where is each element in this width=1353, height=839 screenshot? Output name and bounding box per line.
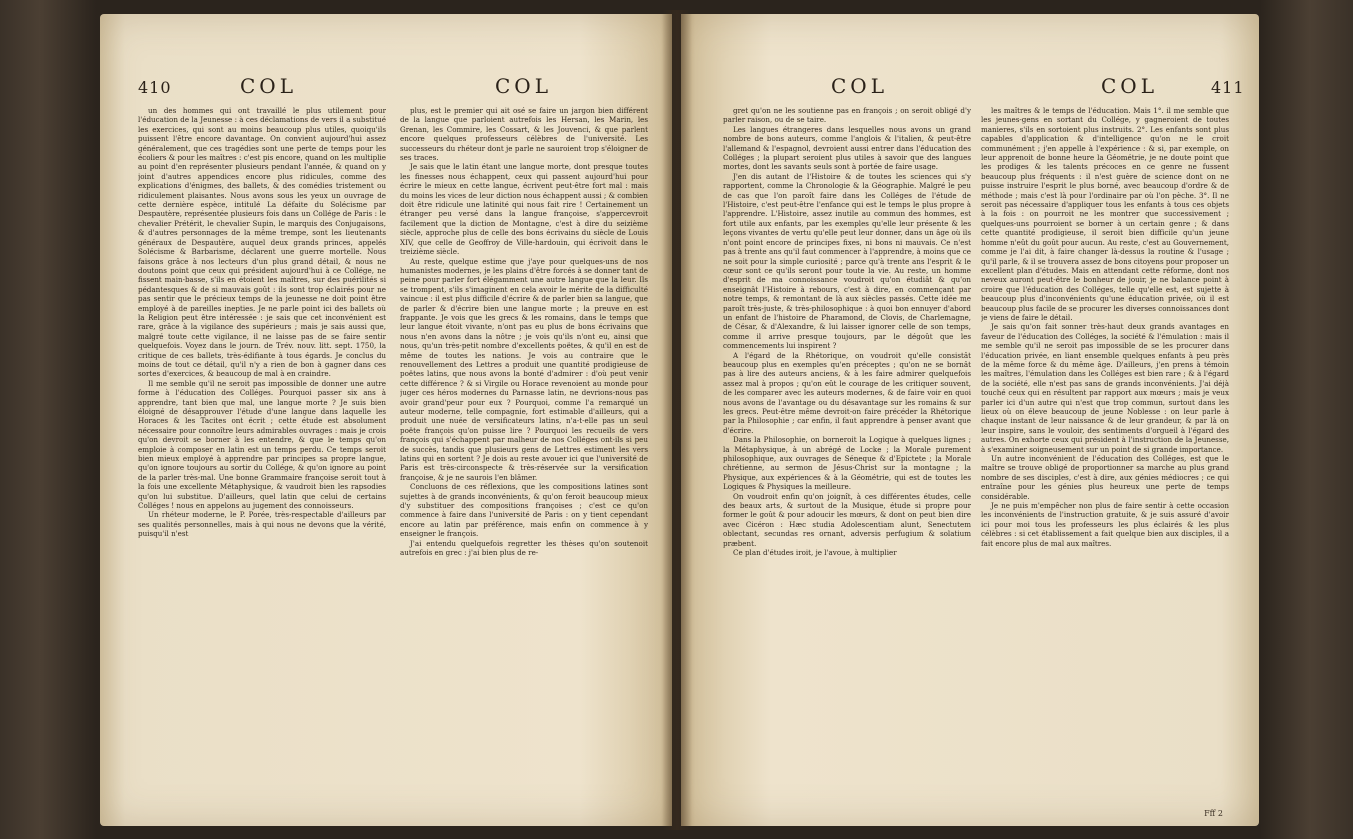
page-number: 410 [138, 78, 172, 97]
right-page [681, 14, 1259, 826]
signature-mark: Fff 2 [1204, 809, 1223, 818]
text-column [400, 106, 648, 826]
paragraph: les maîtres & le temps de l'éducation. Mais 1°. il me semble que les jeunes-gens en sortant du Collége, y gagneroient de toutes manieres, s'ils en sortoient plus instruits. 2°. Les enfants sont plus capables d'application & d'intelligence qu'on ne le croit communément ; j'en appelle à l'expérience : & si, par exemple, on leur apprenoit de bonne heure la Géométrie, je ne doute point que les prodiges & les talents précoces en ce genre ne fussent beaucoup plus fréquents : il n'est guère de science dont on ne puisse instruire l'esprit le plus borné, avec beaucoup d'ordre & de méthode ; mais c'est là pour l'ordinaire par où l'on pèche. 3°. Il ne seroit pas nécessaire d'appliquer tous les enfants à tous ces objets à la fois : on pourroit ne les montrer que successivement ; quelques-uns pourroient se borner à un certain genre ; & dans cette quantité prodigieuse, il seroit bien difficile qu'un jeune homme n'eût du goût pour aucun. Au reste, c'est au Gouvernement, comme je l'ai dit, à faire changer là-dessus la routine & l'usage ; qu'il parle, & il se trouvera assez de bons citoyens pour proposer un excellent plan d'études. Mais en attendant cette réforme, dont nos neveux auront peut-être le bonheur de jouir, je ne balance point à croire que l'éducation des Colléges, telle qu'elle est, est sujette à beaucoup plus d'inconvénients qu'une éducation privée, où il est beaucoup plus facile de se procurer les diverses connoissances dont je viens de faire le détail. [981, 106, 1229, 322]
paragraph: Les langues étrangeres dans lesquelles nous avons un grand nombre de bons auteurs, comme l'anglois & l'italien, & peut-être l'allemand & l'espagnol, devroient aussi entrer dans l'éducation des Colléges ; la plupart seroient plus utiles à savoir que des langues mortes, dont les savants seuls sont à portée de faire usage. [723, 124, 971, 172]
paragraph: J'ai entendu quelquefois regretter les thèses qu'on soutenoit autrefois en grec : j'ai bien plus de re- [400, 538, 648, 558]
paragraph: A l'égard de la Rhétorique, on voudroit qu'elle consistât beaucoup plus en exemples qu'en préceptes ; qu'on ne se bornât pas à lire des auteurs anciens, & à les faire admirer quelquefois assez mal à propos ; qu'on eût le courage de les critiquer souvent, de les comparer avec les auteurs modernes, & de faire voir en quoi nous avons de l'avantage ou du désavantage sur les romains & sur les grecs. Peut-être même devroit-on faire précéder la Rhétorique par la Philosophie ; car enfin, il faut apprendre à penser avant que d'écrire. [723, 350, 971, 435]
paragraph: J'en dis autant de l'Histoire & de toutes les sciences qui s'y rapportent, comme la Chronologie & la Géographie. Malgré le peu de cas que l'on paroît faire dans les Colléges de l'étude de l'Histoire, c'est peut-être l'enfance qui est le temps le plus propre à l'apprendre. L'Histoire, assez inutile au commun des hommes, est fort utile aux enfants, par les exemples qu'elle leur présente & les leçons vivantes de vertu qu'elle peut leur donner, dans un âge où ils n'ont point encore de principes fixes, ni bons ni mauvais. Ce n'est pas à trente ans qu'il faut commencer à l'apprendre, à moins que ce ne soit pour la simple curiosité ; parce qu'à trente ans l'esprit & le cœur sont ce qu'ils seront pour toute la vie. Au reste, un homme d'esprit de ma connoissance voudroit qu'on étudiât & qu'on enseignât l'Histoire à rebours, c'est à dire, en commençant par notre temps, & remontant de là aux siècles passés. Cette idée me paroît très-juste, & très-philosophique : à quoi bon ennuyer d'abord un enfant de l'histoire de Pharamond, de Clovis, de Charlemagne, de César, & d'Alexandre, & lui laisser ignorer celle de son temps, comme il arrive presque toujours, par le dégoût que les commencements lui inspirent ? [723, 171, 971, 351]
text-column [138, 106, 386, 826]
paragraph: On voudroit enfin qu'on joignît, à ces différentes études, celle des beaux arts, & surtout de la Musique, étude si propre pour former le goût & pour adoucir les mœurs, & dont on peut bien dire avec Cicéron : Hæc studia Adolescentiam alunt, Senectutem oblectant, secundas res ornant, adversis perfugium & solatium præbent. [723, 491, 971, 548]
running-head: COL [240, 74, 297, 98]
paragraph: Je ne puis m'empêcher non plus de faire sentir à cette occasion les inconvénients de l'instruction gratuite, & je suis assuré d'avoir ici pour moi tous les professeurs les plus éclairés & les plus célèbres : si cet établissement a fait quelque bien aux disciples, il a fait encore plus de mal aux maîtres. [981, 501, 1229, 548]
paragraph: Au reste, quelque estime que j'aye pour quelques-uns de nos humanistes modernes, je les plains d'être forcés à se donner tant de peine pour parler fort élégamment une autre langue que la leur. Ils se trompent, s'ils s'imaginent en cela avoir le mérite de la difficulté vaincue : il est plus difficile d'écrire & de parler bien sa langue, que de parler & d'écrire bien une langue morte ; la preuve en est frappante. Je vois que les grecs & les romains, dans le temps que leur langue étoit vivante, n'ont pas eu plus de bons écrivains que nous n'en avons dans la nôtre ; je vois qu'ils n'ont eu, ainsi que nous, qu'un très-petit nombre d'excellents poëtes, & qu'il en est de même de toutes les nations. Je vois au contraire que le renouvellement des Lettres a produit une quantité prodigieuse de poëtes latins, que nous avons la bonté d'admirer : d'où peut venir cette différence ? & si Virgile ou Horace revenoient au monde pour juger ces héros modernes du Parnasse latin, ne devrions-nous pas avoir grand'peur pour eux ? Pourquoi, comme l'a remarqué un auteur moderne, telle compagnie, fort estimable d'ailleurs, qui a produit une nuée de versificateurs latins, n'a-t-elle pas un seul poëte françois qu'on puisse lire ? Pourquoi les recueils de vers françois qui s'échappent par malheur de nos Colléges ont-ils si peu de succès, tandis que plusieurs gens de Lettres estiment les vers latins qui en sortent ? Je dois au reste avouer ici que l'université de Paris est très-circonspecte & très-réservée sur la versification françoise, & je ne saurois l'en blâmer. [400, 256, 648, 482]
paragraph: Concluons de ces réflexions, que les compositions latines sont sujettes à de grands inconvénients, & qu'on feroit beaucoup mieux d'y substituer des compositions françoises ; c'est ce qu'on commence à faire dans l'université de Paris : on y tient cependant encore au latin par préférence, mais enfin on commence à y enseigner le françois. [400, 482, 648, 539]
running-head: COL [495, 74, 552, 98]
text-column [723, 106, 971, 826]
text-column [981, 106, 1229, 826]
running-head: COL [831, 74, 888, 98]
paragraph: Un rhéteur moderne, le P. Porée, très-respectable d'ailleurs par ses qualités personnelles, mais à qui nous ne devons que la vérité, puisqu'il n'est [138, 510, 386, 539]
book-gutter [662, 10, 692, 830]
left-page [100, 14, 672, 826]
left-page-header [100, 74, 672, 100]
paragraph: Il me semble qu'il ne seroit pas impossible de donner une autre forme à l'éducation des Colléges. Pourquoi passer six ans à apprendre, tant bien que mal, une langue morte ? Je suis bien éloigné de désapprouver l'étude d'une langue dans laquelle les Horaces & les Tacites ont écrit ; cette étude est absolument nécessaire pour connoître leurs admirables ouvrages : mais je crois qu'on devroit se borner à les entendre, & que le temps qu'on emploie à composer en latin est un temps perdu. Ce temps seroit bien mieux employé à apprendre par principes sa propre langue, qu'on ignore toujours au sortir du Collége, & qu'on ignore au point de la parler très-mal. Une bonne Grammaire françoise seroit tout à la fois une excellente Métaphysique, & vaudroit bien les rapsodies qu'on lui substitue. D'ailleurs, quel latin que celui de certains Colléges ! nous en appelons au jugement des connoisseurs. [138, 378, 386, 511]
paragraph: Ce plan d'études iroit, je l'avoue, à multiplier [733, 548, 897, 558]
running-head: COL [1101, 74, 1158, 98]
paragraph: un des hommes qui ont travaillé le plus utilement pour l'éducation de la Jeunesse : à ces déclamations de vers il a substitué les exercices, qui sont au moins beaucoup plus utiles, quoiqu'ils puissent l'être encore davantage. On convient aujourd'hui assez généralement, que ces tragédies sont une perte de temps pour les écoliers & pour les maîtres : c'est pis encore, quand on les multiplie au point d'en représenter plusieurs pendant l'année, & quand on y joint d'autres appendices encore plus ridicules, comme des explications d'énigmes, des ballets, & des comédies tristement ou ridiculement plaisantes. Nous avons sous les yeux un ouvrage de cette dernière espèce, intitulé La défaite du Solécisme par Despautère, représentée plusieurs fois dans un Collége de Paris : le chevalier Prétérit, le chevalier Supin, le marquis des Conjugaisons, & d'autres personnages de la même trempe, sont les lieutenants généraux de Despautère, auquel deux grands princes, appelés Solécisme & Barbarisme, déclarent une guerre mortelle. Nous faisons grâce à nos lecteurs d'un plus grand détail, & nous ne doutons point que ceux qui président aujourd'hui à ce Collége, ne fissent main-basse, s'ils en étoient les maîtres, sur des puérilités si pédantesques & de si mauvais goût : ils sont trop éclairés pour ne pas sentir que le précieux temps de la jeunesse ne doit point être employé à de pareilles inepties. Je ne parle point ici des ballets où la Religion peut être intéressée : je sais que cet inconvénient est rare, grâce à la vigilance des supérieurs ; mais je sais aussi que, malgré toute cette vigilance, il ne laisse pas de se faire sentir quelquefois. Voyez dans le journ. de Trév. nouv. litt. sept. 1750, la critique de ces ballets, très-édifiante à tous égards. Je conclus du moins de tout ce détail, qu'il n'y a rien de bon à gagner dans ces sortes d'exercices, & beaucoup de mal à en craindre. [138, 106, 386, 379]
paragraph: Un autre inconvénient de l'éducation des Colléges, est que le maître se trouve obligé de proportionner sa marche au plus grand nombre de ses disciples, c'est à dire, aux génies médiocres ; ce qui entraîne pour les génies plus heureux une perte de temps considérable. [981, 454, 1229, 501]
paragraph: plus, est le premier qui ait osé se faire un jargon bien différent de la langue que parloient autrefois les Hersan, les Marin, les Grenan, les Commire, les Cossart, & les Jouvenci, & que parlent encore quelques professeurs célèbres de l'université. Les successeurs du rhéteur dont je parle ne sauroient trop s'éloigner de ses traces. [400, 106, 648, 163]
page-number: 411 [1211, 78, 1245, 97]
paragraph: Je sais que le latin étant une langue morte, dont presque toutes les finesses nous échappent, ceux qui passent aujourd'hui pour écrire le mieux en cette langue, écrivent peut-être fort mal : mais du moins les vices de leur diction nous échappent aussi ; & combien doit être ridicule une latinité qui nous fait rire ! Certainement un étranger peu versé dans la langue françoise, s'appercevroit facilement que la diction de Montagne, c'est à dire du seizième siècle, approche plus de celle des bons écrivains du siècle de Louis XIV, que celle de Geoffroy de Ville-hardouin, qui écrivoit dans le treizième siècle. [400, 162, 648, 257]
right-page-header [681, 74, 1259, 100]
paragraph: Dans la Philosophie, on borneroit la Logique à quelques lignes ; la Métaphysique, à un abrégé de Locke ; la Morale purement philosophique, aux ouvrages de Séneque & d'Epictete ; la Morale chrétienne, au sermon de Jésus-Christ sur la montagne ; la Physique, aux expériences & à la Géométrie, qui est de toutes les Logiques & Physiques la meilleure. [723, 435, 971, 492]
paragraph: Je sais qu'on fait sonner très-haut deux grands avantages en faveur de l'éducation des Colléges, la société & l'émulation : mais il me semble qu'il ne seroit pas impossible de se les procurer dans l'éducation privée, en liant ensemble quelques enfants à peu près de la même force & du même âge. D'ailleurs, j'en prens à témoin les maîtres, l'émulation dans les Colléges est bien rare ; & à l'égard de la société, elle n'est pas sans de grands inconvénients. J'ai déjà touché ceux qui en résultent par rapport aux mœurs ; mais je veux parler ici d'un autre qui n'est que trop commun, surtout dans les lieux où on éleve beaucoup de jeune Noblesse : on leur parle à chaque instant de leur naissance & de leur grandeur, & par là on leur inspire, sans le vouloir, des sentiments d'orgueil à l'égard des autres. On exhorte ceux qui président à l'instruction de la Jeunesse, à s'examiner soigneusement sur un point de si grande importance. [981, 322, 1229, 454]
paragraph: gret qu'on ne les soutienne pas en françois ; on seroit obligé d'y parler raison, ou de se taire. [723, 106, 971, 125]
